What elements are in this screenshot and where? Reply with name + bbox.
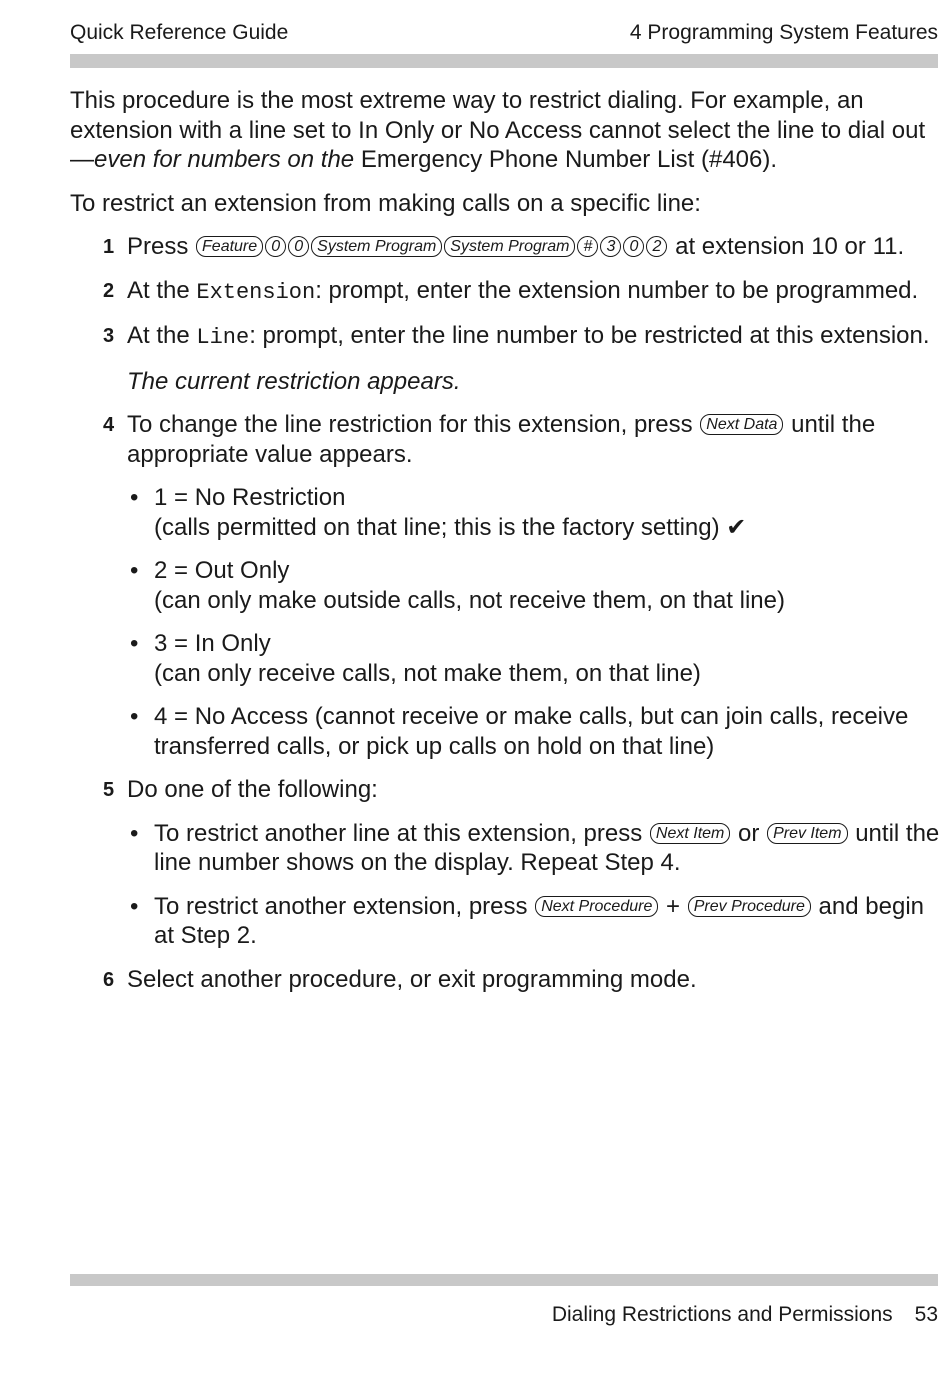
list-item: • To restrict another extension, press Next Procedure + Prev Procedure and begin at Step 2.	[154, 892, 942, 951]
dial-key-3: 3	[600, 236, 621, 257]
dial-key-0: 0	[265, 236, 286, 257]
prev-item-key: Prev Item	[767, 823, 847, 844]
step-number: 3	[103, 325, 115, 347]
step-3-note: The current restriction appears.	[127, 367, 461, 395]
next-data-key: Next Data	[700, 414, 783, 435]
list-item: • 3 = In Only (can only receive calls, not make them, on that line)	[154, 629, 942, 688]
step-number: 2	[103, 279, 115, 302]
dial-key-hash: #	[577, 236, 598, 257]
line-prompt: Line	[196, 325, 250, 350]
step-number: 1	[103, 236, 115, 258]
feature-key: Feature	[196, 236, 263, 257]
step-1: 1 Press Feature 0 0 System Program System Program # 3 0 2 at extension 10 or 11.	[70, 232, 942, 262]
system-program-key: System Program	[311, 236, 442, 257]
list-item: • 2 = Out Only (can only make outside calls, not receive them, on that line)	[154, 556, 942, 615]
system-program-key: System Program	[444, 236, 575, 257]
step-5: 5 Do one of the following:	[70, 775, 942, 805]
step-2: 2 At the Extension: prompt, enter the extension number to be programmed.	[103, 276, 919, 305]
dial-key-2: 2	[646, 236, 667, 257]
dial-key-0: 0	[288, 236, 309, 257]
header-rule	[70, 54, 938, 68]
restriction-options-list	[70, 483, 942, 761]
header-chapter-title: 4 Programming System Features	[629, 21, 938, 44]
list-item: • 1 = No Restriction (calls permitted on that line; this is the factory setting) ✔	[154, 483, 942, 542]
prev-procedure-key: Prev Procedure	[688, 896, 811, 917]
step-4: 4 To change the line restriction for this extension, press Next Data until the appropriate value appears.	[103, 411, 876, 468]
step-number: 5	[103, 779, 115, 801]
page-number: 53	[914, 1303, 938, 1326]
step-3: 3 At the Line: prompt, enter the line number to be restricted at this extension.	[103, 322, 930, 350]
footer-section-title: Dialing Restrictions and Permissions	[551, 1303, 893, 1326]
page-content	[70, 86, 942, 1008]
list-item: • To restrict another line at this extension, press Next Item or Prev Item until the line number shows on the display. Repeat Step 4.	[154, 819, 942, 878]
next-item-key: Next Item	[650, 823, 730, 844]
next-procedure-key: Next Procedure	[535, 896, 658, 917]
footer-rule	[70, 1274, 938, 1286]
list-item: • 4 = No Access (cannot receive or make calls, but can join calls, receive transferred calls, or pick up calls on hold on that line)	[154, 702, 942, 761]
intro-paragraph: This procedure is the most extreme way to restrict dialing. For example, an extension with a line set to In Only or No Access cannot select the line to dial out—even for numbers on the Emergency Phone Number List (#406).	[70, 87, 926, 173]
procedure-lead-in: To restrict an extension from making calls on a specific line:	[70, 189, 701, 217]
step-5-options-list	[70, 819, 942, 951]
header-guide-title: Quick Reference Guide	[70, 21, 289, 44]
checkmark-icon: ✔	[726, 513, 747, 541]
footer	[552, 1303, 938, 1327]
step-number: 6	[103, 968, 115, 991]
extension-prompt: Extension	[196, 279, 316, 305]
dial-key-0: 0	[623, 236, 644, 257]
step-number: 4	[103, 414, 115, 436]
step-6: 6 Select another procedure, or exit programming mode.	[70, 965, 942, 995]
